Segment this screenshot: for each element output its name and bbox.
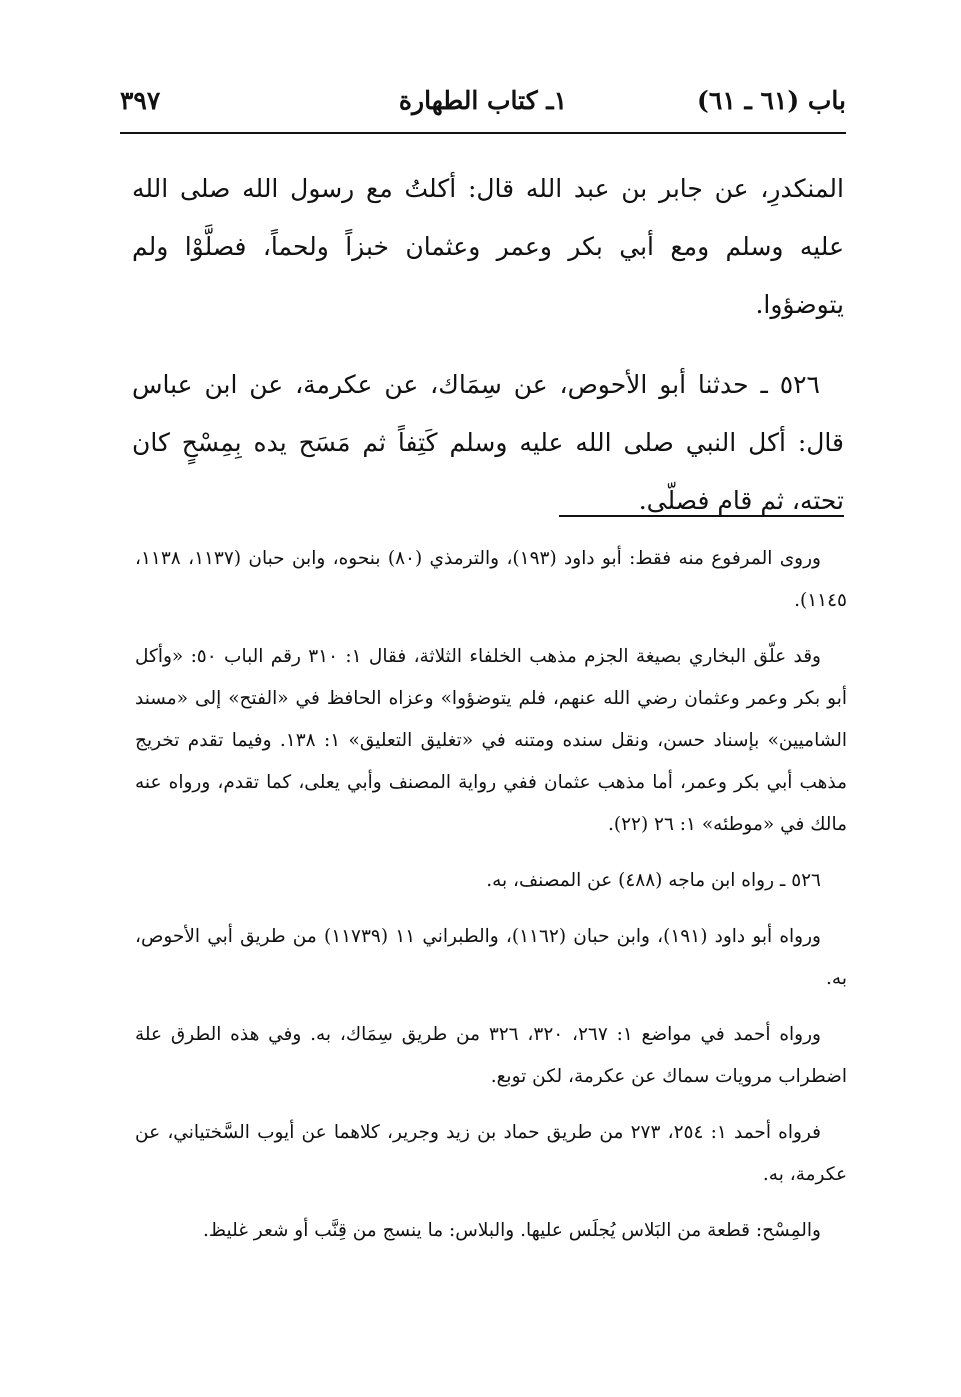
footnote-paragraph: وقد علّق البخاري بصيغة الجزم مذهب الخلفاء الثلاثة، فقال ١: ٣١٠ رقم الباب ٥٠: «وأكل أبو بكر وعمر وعثمان رضي الله عنهم، فلم يتوضؤوا» وعزاه الحافظ في «الفتح» إلى «مسند الشاميين» بإسناد حسن، ونقل سنده ومتنه في «تغليق التعليق» ١: ١٣٨. وفيما تقدم تخريج مذهب أبي بكر وعمر، أما مذهب عثمان ففي رواية المصنف وأبي يعلى، كما تقدم، ورواه عنه مالك في «موطئه» ١: ٢٦ (٢٢). xyxy=(135,646,847,835)
page-number: ٣٩٧ xyxy=(120,86,161,115)
main-paragraph: المنكدرِ، عن جابر بن عبد الله قال: أكلتُ مع رسول الله صلى الله عليه وسلم ومع أبي بكر وعمر وعثمان خبزاً ولحماً، فصلَّوْا ولم يتوضؤوا. xyxy=(132,174,844,319)
book-title: ١ـ كتاب الطهارة xyxy=(398,86,568,115)
footnote-separator xyxy=(559,515,844,517)
footnote-paragraph: ٥٢٦ ـ رواه ابن ماجه (٤٨٨) عن المصنف، به. xyxy=(486,870,821,891)
hadith-526: ٥٢٦ ـ حدثنا أبو الأحوص، عن سِمَاك، عن عكرمة، عن ابن عباس قال: أكل النبي صلى الله عليه وسلم كَتِفاً ثم مَسَح يده بِمِسْحٍ كان تحته، ثم قام فصلّى. xyxy=(132,370,844,515)
running-header xyxy=(120,86,846,126)
footnote-paragraph: وروى المرفوع منه فقط: أبو داود (١٩٣)، والترمذي (٨٠) بنحوه، وابن حبان (١١٣٧، ١١٣٨، ١١٤٥). xyxy=(135,548,847,611)
footnote-paragraph: والمِسْح: قطعة من البَلاس يُجلَس عليها. والبلاس: ما ينسج من قِنَّب أو شعر غليظ. xyxy=(203,1220,821,1241)
main-text xyxy=(132,160,844,552)
footnote-paragraph: ورواه أحمد في مواضع ١: ٢٦٧، ٣٢٠، ٣٢٦ من طريق سِمَاك، به. وفي هذه الطرق علة اضطراب مرويات سماك عن عكرمة، لكن توبع. xyxy=(135,1024,847,1087)
chapter-label: باب (٦١ ـ ٦١) xyxy=(697,86,846,115)
footnotes xyxy=(135,538,847,1266)
footnote-paragraph: فرواه أحمد ١: ٢٥٤، ٢٧٣ من طريق حماد بن زيد وجرير، كلاهما عن أيوب السَّختياني، عن عكرمة، به. xyxy=(135,1122,847,1185)
footnote-paragraph: ورواه أبو داود (١٩١)، وابن حبان (١١٦٢)، والطبراني ١١ (١١٧٣٩) من طريق أبي الأحوص، به. xyxy=(135,926,847,989)
header-rule xyxy=(120,132,846,134)
